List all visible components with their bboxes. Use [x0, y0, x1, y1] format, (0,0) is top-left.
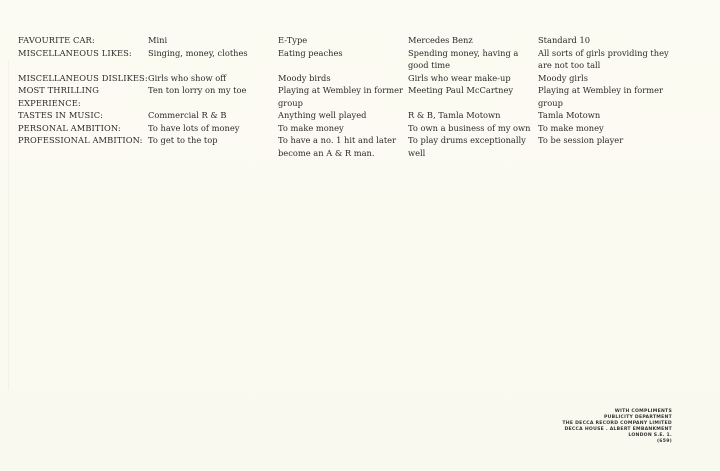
- page-mark: [8, 60, 9, 390]
- table-row: [18, 72, 678, 85]
- table-row: [18, 122, 678, 135]
- row-label: PROFESSIONAL AMBITION:: [18, 135, 143, 145]
- table-cell: Singing, money, clothes: [148, 47, 248, 58]
- table-cell: R & B, Tamla Motown: [408, 110, 501, 120]
- footer-line: (659): [656, 439, 672, 445]
- row-label: MISCELLANEOUS DISLIKES:: [18, 72, 148, 83]
- compliments-stamp: [562, 409, 672, 446]
- table-cell: To get to the top: [148, 135, 218, 145]
- table-cell: Girls who show off: [148, 72, 227, 83]
- table-cell: All sorts of girls providing they are not too tall: [538, 47, 669, 70]
- table-row: [18, 109, 678, 122]
- table-cell: To make money: [538, 122, 604, 133]
- footer-line: WITH COMPLIMENTS: [614, 409, 672, 414]
- table-cell: Moody birds: [278, 72, 331, 83]
- footer-line: PUBLICITY DEPARTMENT: [604, 415, 672, 421]
- table-cell: E-Type: [278, 35, 308, 45]
- table-cell: Mercedes Benz: [408, 35, 473, 45]
- table-cell: To play drums exceptionally well: [408, 135, 526, 158]
- table-cell: Moody girls: [538, 72, 588, 83]
- row-label: PERSONAL AMBITION:: [18, 122, 121, 133]
- table-cell: Mini: [148, 35, 168, 45]
- table-row: [18, 84, 678, 109]
- table-cell: Meeting Paul McCartney: [408, 85, 514, 95]
- table-cell: Girls who wear make-up: [408, 72, 511, 83]
- table-row: [18, 134, 678, 159]
- table-cell: Eating peaches: [278, 47, 343, 58]
- row-label: MISCELLANEOUS LIKES:: [18, 47, 132, 58]
- table-cell: Tamla Motown: [538, 110, 601, 120]
- table-row: [18, 47, 678, 72]
- row-label: MOST THRILLING EXPERIENCE:: [18, 85, 100, 108]
- table-cell: Playing at Wembley in former group: [538, 85, 663, 108]
- footer-line: THE DECCA RECORD COMPANY LIMITED: [562, 421, 672, 427]
- table-cell: To own a business of my own: [408, 122, 531, 133]
- table-cell: To make money: [278, 122, 344, 133]
- table-cell: Playing at Wembley in former group: [278, 85, 403, 108]
- row-label: FAVOURITE CAR:: [18, 35, 95, 45]
- table-cell: Spending money, having a good time: [408, 47, 519, 70]
- row-label: TASTES IN MUSIC:: [18, 110, 104, 120]
- table-cell: To have lots of money: [148, 122, 240, 133]
- table-cell: To be session player: [538, 135, 624, 145]
- table-cell: To have a no. 1 hit and later become an A & R man.: [278, 135, 397, 158]
- table-row: [18, 34, 678, 47]
- table-cell: Commercial R & B: [148, 110, 227, 120]
- table-cell: Ten ton lorry on my toe: [148, 85, 247, 95]
- table-cell: Standard 10: [538, 35, 591, 45]
- table-cell: Anything well played: [278, 110, 367, 120]
- footer-line: DECCA HOUSE . ALBERT EMBANKMENT: [564, 427, 672, 433]
- footer-line: LONDON S.E. 1.: [628, 433, 672, 439]
- profile-table: [18, 34, 678, 159]
